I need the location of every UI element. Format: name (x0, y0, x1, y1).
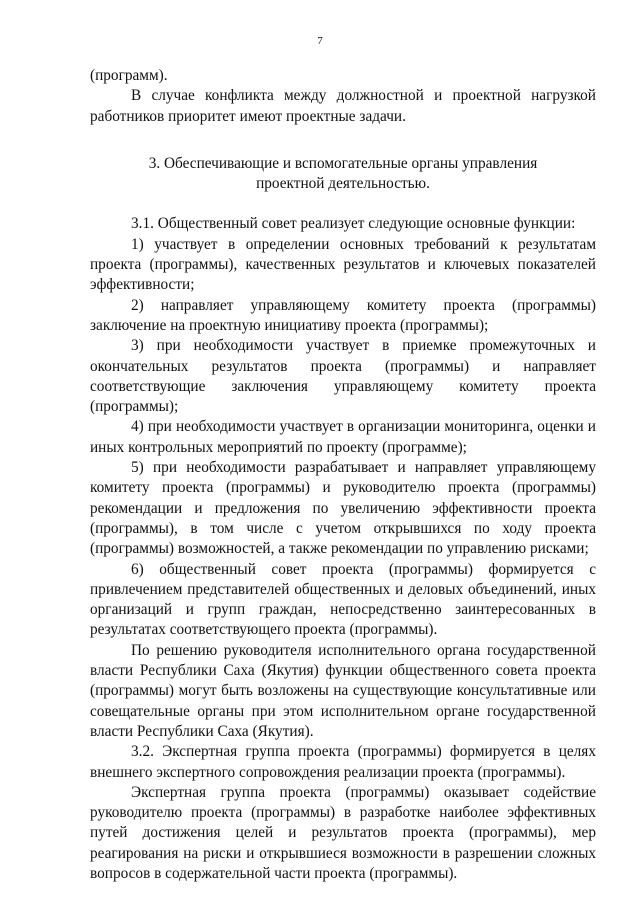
section-heading-line2: проектной деятельностью. (256, 175, 430, 193)
paragraph-expert-group: Экспертная группа проекта (программы) оказывает содействие руководителю проекта (программы) в разработке наиболее эффективных путей достижения целей и результатов проекта (программы), мер реагирования на риски и открывшиеся возможности в разрешении сложных вопросов в содержательной части проекта (программы). (90, 783, 596, 882)
document-body (90, 66, 596, 884)
list-item-6: 6) общественный совет проекта (программы) формируется с привлечением представителей общественных и деловых объединений, иных организаций и групп граждан, непосредственно заинтересованных в результатах соответствующего проекта (программы). (90, 560, 596, 639)
page-number: 7 (317, 35, 323, 47)
paragraph-3-2: 3.2. Экспертная группа проекта (программы) формируется в целях внешнего экспертного сопровождения реализации проекта (программы). (90, 743, 596, 781)
list-item-1: 1) участвует в определении основных требований к результатам проекта (программы), качественных результатов и ключевых показателей эффективности; (90, 235, 596, 294)
section-heading (90, 154, 596, 195)
list-item-4: 4) при необходимости участвует в организации мониторинга, оценки и иных контрольных мероприятий по проекту (программе); (90, 418, 596, 456)
section-heading-line1: 3. Обеспечивающие и вспомогательные органы управления (148, 154, 538, 172)
spacer (90, 194, 596, 214)
list-item-3: 3) при необходимости участвует в приемке промежуточных и окончательных результатов проекта (программы) и направляет соответствующие заключения управляющему комитету проекта (программы); (90, 337, 596, 416)
list-item-5: 5) при необходимости разрабатывает и направляет управляющему комитету проекта (программы) и руководителю проекта (программы) рекомендации и предложения по увеличению эффективности проекта (программы), в том числе с учетом открывшихся по ходу проекта (программы) возможностей, а также рекомендации по управлению рисками; (90, 459, 596, 558)
paragraph-government-decision: По решению руководителя исполнительного органа государственной власти Республики Саха (Якутия) функции общественного совета проекта (программы) могут быть возложены на существующие консультативные или совещательные органы при этом исполнительном органе государственной власти Республики Саха (Якутия). (90, 641, 596, 740)
paragraph-3-1: 3.1. Общественный совет реализует следующие основные функции: (131, 215, 576, 233)
paragraph-continuation: (программ). (90, 67, 168, 84)
paragraph-conflict-priority: В случае конфликта между должностной и проектной нагрузкой работников приоритет имеют проектные задачи. (90, 87, 596, 125)
list-item-2: 2) направляет управляющему комитету проекта (программы) заключение на проектную инициативу проекта (программы); (90, 296, 596, 334)
